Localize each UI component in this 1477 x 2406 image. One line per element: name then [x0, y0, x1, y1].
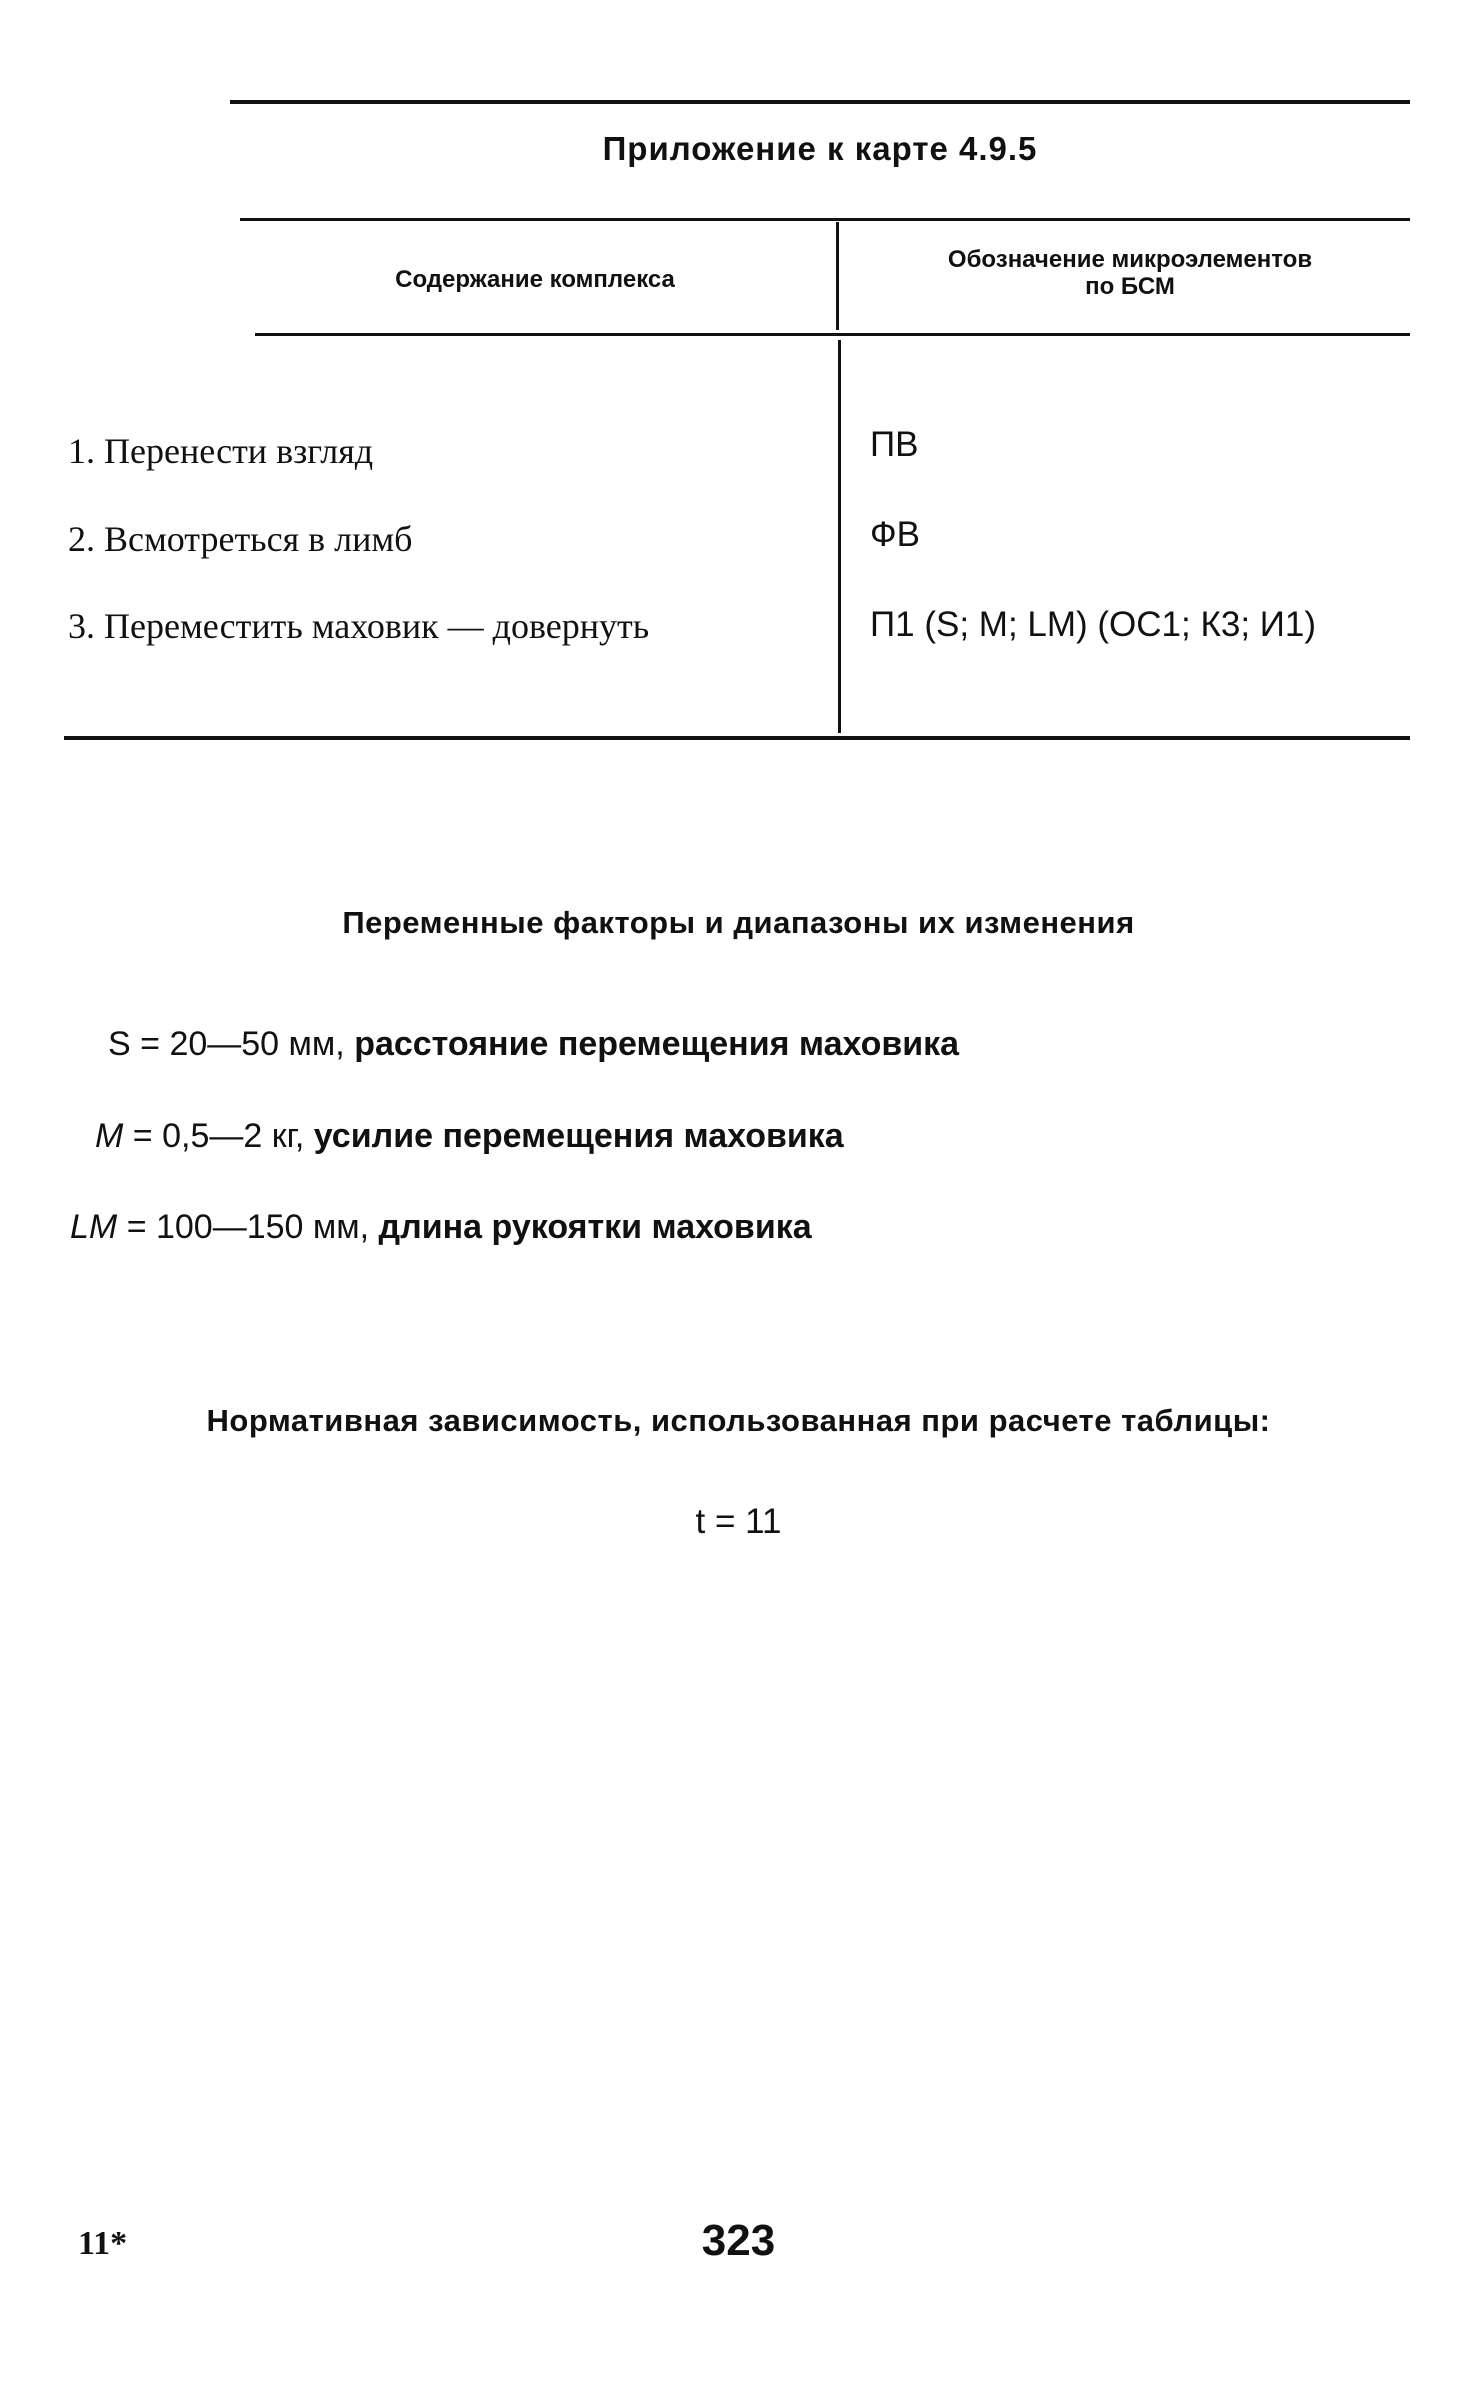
top-rule: [230, 100, 1410, 104]
variable-symbol: LM: [70, 1208, 118, 1246]
appendix-title: Приложение к карте 4.9.5: [602, 130, 1038, 167]
normative-formula: t = 11: [695, 1502, 782, 1541]
table-body-divider: [838, 340, 841, 733]
table-row-code: ПВ: [870, 425, 919, 464]
table-row-code: ФВ: [870, 515, 920, 554]
variable-line-m: [95, 1117, 844, 1156]
variable-symbol: M: [95, 1117, 124, 1155]
variable-description: расстояние перемещения маховика: [354, 1025, 960, 1063]
variable-line-lm: [70, 1208, 812, 1247]
column-header-content: Содержание комплекса: [395, 266, 675, 293]
column-header-designation: Обозначение микроэлементов по БСМ: [947, 246, 1313, 300]
variable-range: = 0,5—2 кг,: [132, 1117, 305, 1155]
table-header-divider: [836, 222, 839, 330]
footer-signature-mark: 11*: [78, 2225, 128, 2262]
table-row-content: 3. Переместить маховик — довернуть: [68, 606, 650, 646]
table-header-bottom-rule: [255, 333, 1410, 336]
normative-title: Нормативная зависимость, использованная при расчете таблицы:: [206, 1403, 1271, 1438]
table-row-content: 1. Перенести взгляд: [68, 431, 374, 471]
table-header-top-rule: [240, 218, 1410, 221]
variables-title: Переменные факторы и диапазоны их изменения: [342, 905, 1135, 940]
variable-symbol: S: [108, 1025, 131, 1063]
page-number: 323: [701, 2216, 776, 2265]
table-row-code: П1 (S; M; LM) (ОС1; К3; И1): [870, 605, 1317, 644]
table-bottom-rule: [64, 736, 1410, 740]
variable-range: = 20—50 мм,: [140, 1025, 345, 1063]
variable-range: = 100—150 мм,: [126, 1208, 370, 1246]
variable-line-s: [108, 1025, 959, 1064]
table-row-content: 2. Всмотреться в лимб: [68, 519, 413, 559]
variable-description: усилие перемещения маховика: [313, 1117, 844, 1155]
variable-description: длина рукоятки маховика: [378, 1208, 812, 1246]
